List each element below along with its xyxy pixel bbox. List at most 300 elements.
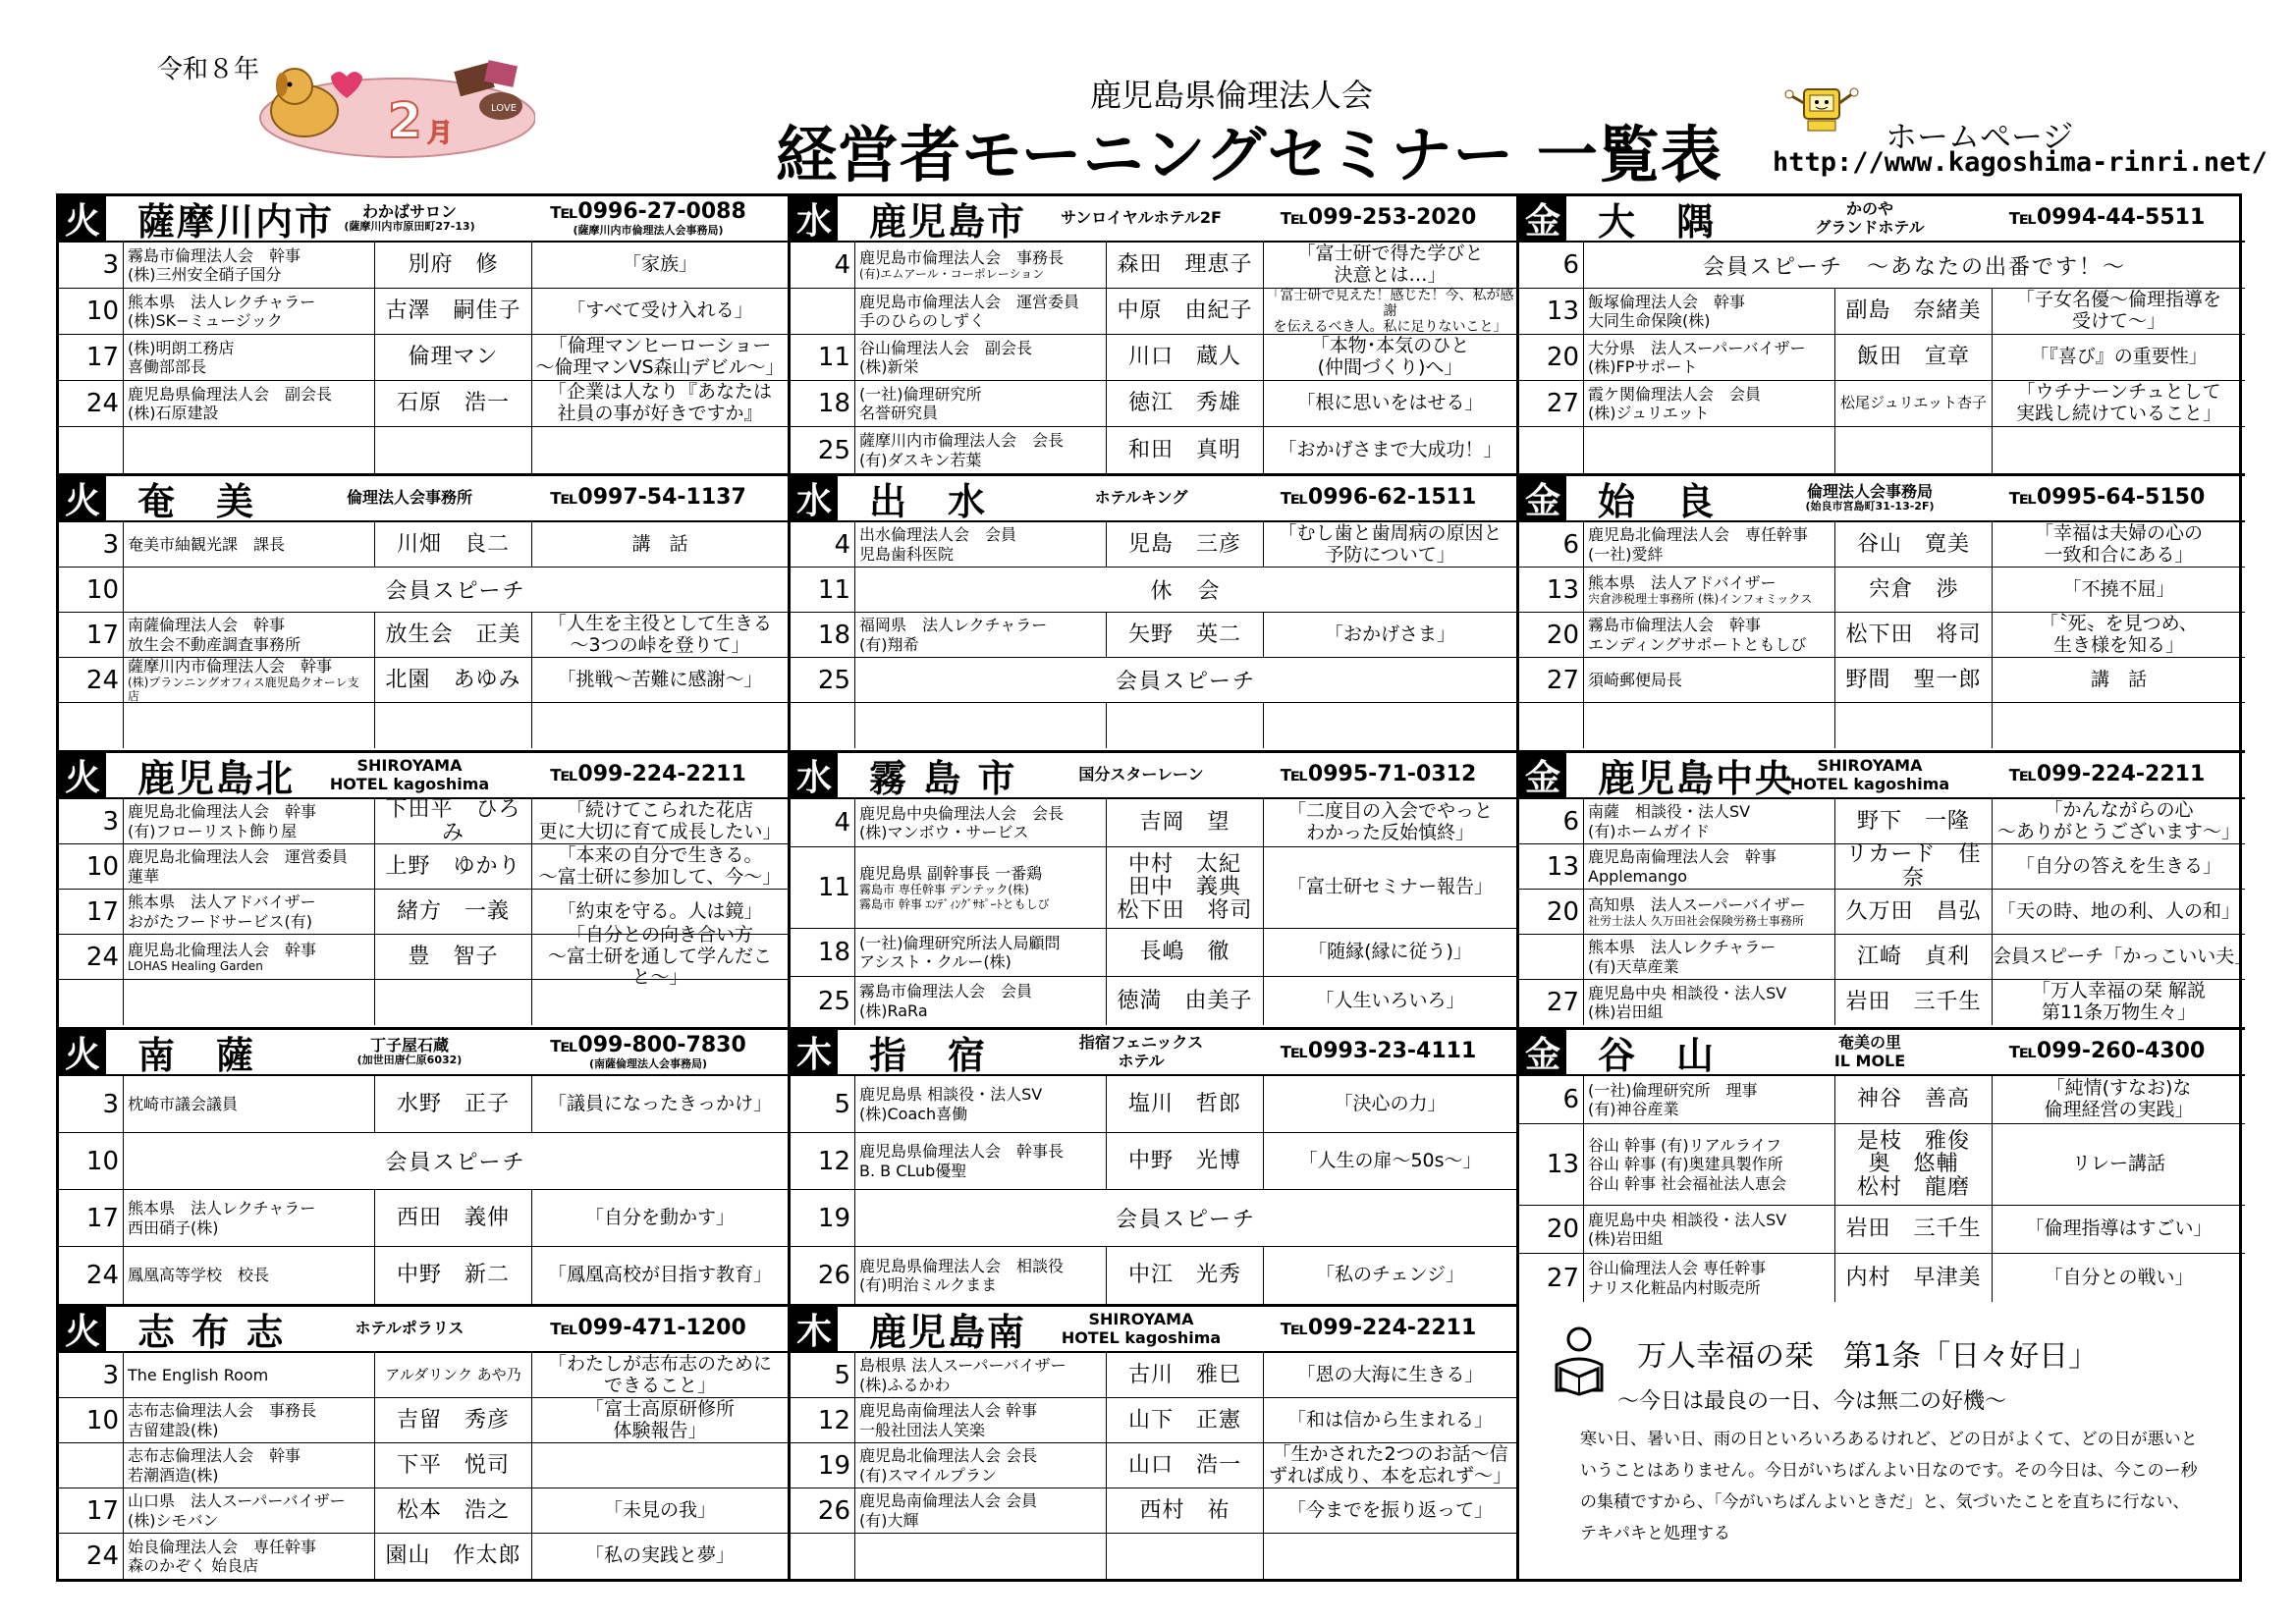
affiliation-line: 霞ケ関倫理法人会 会員: [1588, 384, 1762, 404]
venue-phone[interactable]: [1240, 1040, 1516, 1063]
topic-line: 「人生の扉〜50s〜」: [1298, 1149, 1482, 1171]
topic-line: 「生かされた2つのお話〜信: [1272, 1442, 1508, 1465]
affiliation-line: 大同生命保険(株): [1588, 311, 1711, 330]
topic-line: 「富士研で見えた！感じた！今、私が感謝: [1266, 287, 1514, 319]
speaker-affiliation: [124, 890, 375, 934]
speaker-name-line: 中野 光博: [1127, 1148, 1241, 1173]
speaker-name-line: 北園 あゆみ: [385, 667, 521, 692]
affiliation-line: 名誉研究員: [859, 404, 939, 422]
speaker-name-line: 江崎 貞利: [1856, 944, 1970, 969]
topic-line: 「自分との向き合い方: [566, 923, 753, 946]
speaker-name: [1835, 890, 1993, 934]
speaker-name-line: 中野 新二: [396, 1263, 510, 1288]
speaker-name-line: リカード 佳奈: [1845, 842, 1982, 891]
speaker-affiliation: [1584, 844, 1835, 889]
topic-line: 「富士研セミナー報告」: [1286, 876, 1493, 898]
schedule-row: [1519, 1124, 2245, 1206]
seminar-topic: [1264, 381, 1516, 426]
topic-line: 「富士高原研修所: [584, 1397, 735, 1420]
schedule-row: [1519, 613, 2245, 658]
topic-line: 「自分の答えを生きる」: [2015, 854, 2221, 877]
seminar-schedule-grid: [56, 193, 2254, 1582]
affiliation-line: (株)ふるかわ: [859, 1375, 951, 1394]
affiliation-line: 手のひらのしずく: [859, 311, 986, 330]
member-speech-label: 会員スピーチ: [1115, 670, 1257, 694]
affiliation-line: (有)神谷産業: [1588, 1100, 1679, 1118]
seminar-date: [1519, 703, 1584, 748]
affiliation-line: アシスト・クルー(株): [859, 952, 1011, 971]
topic-line: 「むし歯と歯周病の原因と: [1278, 521, 1503, 544]
venue-name: [310, 1037, 509, 1067]
affiliation-line: 谷山倫理法人会 専任幹事: [1588, 1259, 1767, 1278]
topic-line: 「倫理指導はすごい」: [2025, 1217, 2213, 1240]
speaker-name: [1107, 847, 1264, 928]
speaker-name-line: 矢野 英二: [1127, 622, 1241, 647]
affiliation-line: 薩摩川内市倫理法人会 会長: [859, 431, 1065, 451]
venue-phone[interactable]: [1969, 1040, 2245, 1063]
weekday-badge: 火: [59, 753, 106, 797]
venue-block: [791, 1304, 1516, 1581]
topic-line: 受けて〜」: [2071, 310, 2165, 332]
affiliation-line: 大分県 法人スーパーバイザー: [1588, 338, 1806, 357]
affiliation-line: 奄美市紬観光課 課長: [128, 534, 286, 554]
schedule-row: [1519, 522, 2245, 568]
quote-title: 万人幸福の栞 第1条「日々好日」: [1637, 1339, 2099, 1374]
speaker-name: [375, 980, 532, 1025]
schedule-row: [1519, 1206, 2245, 1254]
speaker-name-line: 飯田 宣章: [1856, 345, 1970, 370]
speaker-name: [1835, 1206, 1993, 1253]
speaker-affiliation: [124, 844, 375, 889]
affiliation-line: 霧島市 幹事 ｴﾝﾃﾞｨﾝｸﾞｻﾎﾟｰﾄともしび: [859, 896, 1050, 911]
schedule-row: [59, 1190, 788, 1247]
affiliation-line: (株)石原建設: [128, 404, 219, 422]
speaker-name: [375, 243, 532, 288]
affiliation-line: 鹿児島市倫理法人会 事務長: [859, 248, 1065, 268]
affiliation-line: 霧島市倫理法人会 会員: [859, 982, 1033, 1001]
topic-line: 「『喜び』の重要性」: [2030, 346, 2208, 368]
speaker-affiliation: [124, 799, 375, 843]
speaker-name: [375, 1488, 532, 1533]
topic-line: 「子女名優〜倫理指導を: [2015, 289, 2221, 311]
speaker-affiliation: [124, 1488, 375, 1533]
speaker-affiliation: [124, 703, 375, 748]
speaker-name: [1835, 703, 1993, 748]
seminar-topic: [532, 1534, 788, 1579]
schedule-row: [1519, 658, 2245, 703]
venue-name-main: 指宿フェニックス: [1078, 1033, 1204, 1053]
seminar-date: 24: [59, 1247, 124, 1304]
venue-phone-number: ℡099-260-4300: [2008, 1039, 2206, 1064]
venue-phone-number: ℡099-224-2211: [1280, 1316, 1477, 1341]
weekday-badge: 火: [59, 196, 106, 241]
venue-phone[interactable]: [1240, 1317, 1516, 1340]
seminar-topic: [1993, 844, 2245, 889]
seminar-date: 24: [59, 1534, 124, 1579]
seminar-date: 20: [1519, 613, 1584, 657]
affiliation-line: 鹿児島中央 相談役・法人SV: [1588, 983, 1787, 1002]
weekday-badge: 火: [59, 1030, 106, 1074]
speaker-name-line: 下田平 ひろみ: [385, 797, 521, 845]
venue-name-line2: HOTEL kagoshima: [1789, 774, 1950, 793]
venue-phone[interactable]: [509, 200, 788, 236]
schedule-column: [59, 196, 788, 1579]
seminar-date: [59, 980, 124, 1025]
speaker-name: [375, 890, 532, 934]
schedule-row: [1519, 799, 2245, 844]
venue-phone[interactable]: [1969, 763, 2245, 786]
speaker-name-line: 奥 悠輔: [1868, 1152, 1959, 1177]
venue-name-main: 倫理法人会事務局: [1806, 481, 1933, 501]
affiliation-line: 霧島市倫理法人会 幹事: [128, 245, 301, 265]
venue-phone[interactable]: [1240, 486, 1516, 510]
speaker-name: [1107, 1133, 1264, 1189]
venue-city: 薩摩川内市: [137, 200, 335, 243]
venue-address: (薩摩川内市原田町27-13): [344, 220, 475, 234]
schedule-row: [59, 1076, 788, 1133]
affiliation-line: 鹿児島中央倫理法人会 会長: [859, 803, 1065, 823]
seminar-topic: [532, 613, 788, 657]
schedule-row: [1519, 890, 2245, 935]
affiliation-line: (有)翔希: [859, 634, 919, 654]
affiliation-line: 鹿児島市倫理法人会 運営委員: [859, 292, 1080, 311]
speaker-affiliation: [855, 522, 1107, 567]
affiliation-line: (一社)倫理研究所法人局顧問: [859, 933, 1061, 952]
venue-block: [1519, 196, 2245, 473]
affiliation-line: 鹿児島県倫理法人会 副会長: [128, 384, 333, 404]
venue-name-main: サンロイヤルホテル2F: [1061, 208, 1222, 228]
venue-name: [1042, 1311, 1240, 1347]
speaker-name-line: 山下 正憲: [1127, 1407, 1241, 1433]
seminar-date: 25: [791, 427, 855, 473]
affiliation-line: 霧島市倫理法人会 幹事: [1588, 616, 1762, 635]
affiliation-line: LOHAS Healing Garden: [128, 958, 263, 973]
venue-name: [1042, 1034, 1240, 1070]
venue-name-main: 丁子屋石蔵: [369, 1035, 449, 1055]
topic-line: 「幸福は夫婦の心の: [2034, 521, 2203, 544]
affiliation-line: B. B CLub優聖: [859, 1161, 967, 1180]
weekday-badge: 火: [59, 1307, 106, 1351]
venue-city: 指 宿: [869, 1034, 988, 1077]
weekday-badge: 金: [1519, 196, 1566, 241]
speaker-name-line: 倫理マン: [408, 345, 499, 370]
venue-header: [59, 1307, 788, 1353]
speaker-name: [1835, 522, 1993, 567]
affiliation-line: (有)天草産業: [1588, 956, 1679, 976]
affiliation-line: 西田硝子(株): [128, 1217, 219, 1237]
venue-block: [59, 750, 788, 1027]
topic-line: 「企業は人なり『あなたは: [547, 381, 772, 404]
affiliation-line: 鹿児島北倫理法人会 会長: [859, 1446, 1038, 1466]
seminar-topic: [532, 844, 788, 889]
seminar-date: 10: [59, 1133, 124, 1189]
seminar-topic: [1993, 568, 2245, 612]
topic-line: 「倫理マンヒーローショー: [548, 335, 772, 357]
month-number: 2: [388, 92, 422, 149]
affiliation-line: 福岡県 法人レクチャラー: [859, 616, 1048, 635]
seminar-date: 6: [1519, 799, 1584, 843]
affiliation-line: Applemango: [1588, 866, 1688, 886]
seminar-date: 18: [791, 381, 855, 426]
seminar-date: 3: [59, 1353, 124, 1397]
speaker-affiliation: [124, 522, 375, 567]
topic-line: 講 話: [2090, 668, 2147, 690]
venue-phone[interactable]: [509, 486, 788, 510]
schedule-row: [59, 658, 788, 703]
seminar-topic: [1993, 703, 2245, 748]
seminar-date: 24: [59, 935, 124, 979]
seminar-date: 20: [1519, 890, 1584, 934]
affiliation-line: (有)フローリスト飾り屋: [128, 821, 298, 840]
speaker-name-line: 水野 正子: [396, 1091, 510, 1116]
seminar-topic: [1993, 1124, 2245, 1205]
organization-name: 鹿児島県倫理法人会: [1090, 77, 1374, 114]
topic-line: 「不撓不屈」: [2062, 577, 2175, 600]
speaker-affiliation: [1584, 427, 1835, 473]
schedule-row: [791, 1247, 1516, 1304]
affiliation-line: 始良倫理法人会 専任幹事: [128, 1537, 317, 1556]
schedule-row: [59, 799, 788, 844]
speaker-name-line: 別府 修: [408, 252, 499, 278]
weekday-badge: 木: [791, 1030, 838, 1074]
speaker-name-line: 岩田 三千生: [1845, 990, 1982, 1015]
speaker-affiliation: [1584, 890, 1835, 934]
schedule-row: [791, 847, 1516, 929]
affiliation-line: 鹿児島県倫理法人会 幹事長: [859, 1142, 1065, 1162]
affiliation-line: 南薩倫理法人会 幹事: [128, 616, 286, 635]
venue-block: [59, 1027, 788, 1304]
seminar-topic: [1264, 929, 1516, 976]
speaker-name: [1107, 929, 1264, 976]
venue-phone-number: ℡099-253-2020: [1280, 205, 1477, 231]
affiliation-line: (有)スマイルプラン: [859, 1465, 997, 1485]
schedule-row: [59, 568, 788, 613]
speaker-name: [375, 1398, 532, 1442]
affiliation-line: 熊本県 法人レクチャラー: [1588, 938, 1777, 957]
speaker-affiliation: [1584, 568, 1835, 612]
affiliation-line: (株)岩田組: [1588, 1229, 1664, 1248]
venue-phone-note: (薩摩川内市倫理法人会事務局): [573, 223, 724, 237]
venue-name-main: ホテルキング: [1094, 488, 1188, 508]
seminar-date: 3: [59, 243, 124, 288]
venue-name: [1771, 757, 1969, 793]
speaker-affiliation: [1584, 335, 1835, 380]
seminar-date: 3: [59, 799, 124, 843]
love-label: LOVE: [491, 103, 518, 114]
topic-line: 講 話: [631, 532, 688, 555]
seminar-date: 27: [1519, 1254, 1584, 1302]
schedule-row: [59, 1398, 788, 1443]
venue-header: [791, 1030, 1516, 1076]
venue-phone[interactable]: [509, 1317, 788, 1340]
venue-name-main: SHIROYAMA: [1088, 1310, 1194, 1329]
venue-phone[interactable]: [1969, 206, 2245, 230]
speaker-name: [1835, 799, 1993, 843]
affiliation-line: 島根県 法人スーパーバイザー: [859, 1356, 1066, 1376]
speaker-name: [1107, 1247, 1264, 1304]
speaker-affiliation: [124, 613, 375, 657]
speaker-name: [1835, 613, 1993, 657]
member-speech-label: 会員スピーチ: [385, 579, 526, 604]
homepage-link[interactable]: http://www.kagoshima-rinri.net/: [1773, 147, 2268, 178]
seminar-topic: [532, 335, 788, 380]
seminar-date: 13: [1519, 844, 1584, 889]
seminar-date: 6: [1519, 1076, 1584, 1123]
affiliation-line: 谷山 幹事 (有)リアルライフ: [1588, 1136, 1782, 1156]
seminar-date: 5: [791, 1353, 855, 1397]
speaker-name: [1107, 1076, 1264, 1132]
speaker-name-line: 副島 奈緒美: [1845, 298, 1982, 324]
speaker-name: [1107, 1398, 1264, 1442]
seminar-topic: [1993, 658, 2245, 702]
speaker-name: [375, 703, 532, 748]
speaker-name-line: 森田 理恵子: [1117, 252, 1253, 278]
speaker-affiliation: [1584, 613, 1835, 657]
seminar-date: 6: [1519, 243, 1584, 288]
affiliation-line: 霧島市 専任幹事 デンテック(株): [859, 883, 1029, 897]
venue-phone[interactable]: [1969, 486, 2245, 510]
venue-city: 鹿児島北: [137, 757, 296, 800]
venue-phone[interactable]: [1240, 206, 1516, 230]
topic-line: 「挑戦〜苦難に感謝〜」: [557, 668, 763, 690]
seminar-date: 17: [59, 1488, 124, 1533]
schedule-row: [1519, 568, 2245, 613]
seminar-topic: [1264, 799, 1516, 846]
seminar-topic: [1993, 335, 2245, 380]
topic-line: 「本物･本気のひと: [1310, 335, 1470, 357]
venue-header: [1519, 753, 2245, 799]
venue-address: (始良市宮島町31-13-2F): [1805, 500, 1935, 514]
topic-line: 実践し続けていること」: [2015, 403, 2221, 424]
affiliation-line: 喜働部部長: [128, 357, 207, 376]
speaker-name-line: 松本 浩之: [396, 1497, 510, 1523]
affiliation-line: 鹿児島県 副幹事長 一番鶏: [859, 864, 1043, 884]
speaker-name-line: 松尾ジュリエット杏子: [1839, 394, 1988, 412]
seminar-date: 24: [59, 658, 124, 702]
venue-name: [310, 203, 509, 234]
speaker-affiliation: [1584, 289, 1835, 334]
topic-line: 倫理経営の実践」: [2044, 1099, 2194, 1120]
speaker-name: [1107, 289, 1264, 334]
seminar-date: 17: [59, 1190, 124, 1246]
affiliation-line: (株)RaRa: [859, 1001, 928, 1020]
venue-name-main: 奄美の里: [1837, 1033, 1901, 1053]
topic-line: 〜3つの峠を登りて」: [570, 633, 750, 656]
affiliation-line: (株)マンボウ・サービス: [859, 823, 1029, 841]
seminar-date: 13: [1519, 289, 1584, 334]
venue-block: [59, 196, 788, 473]
venue-block: [1519, 473, 2245, 750]
affiliation-line: 森のかぞく 始良店: [128, 1556, 259, 1575]
speaker-name: [1835, 1124, 1993, 1205]
venue-name: [1042, 489, 1240, 507]
seminar-date: 4: [791, 522, 855, 567]
venue-city: 奄 美: [137, 480, 256, 523]
venue-block: [791, 1027, 1516, 1304]
affiliation-line: 鹿児島県 相談役・法人SV: [859, 1085, 1043, 1105]
seminar-date: 18: [791, 929, 855, 976]
speaker-name-line: 川畑 良二: [396, 531, 510, 557]
schedule-row: [59, 1488, 788, 1534]
venue-name-main: SHIROYAMA: [356, 756, 463, 776]
speaker-affiliation: [124, 1076, 375, 1132]
weekday-badge: 金: [1519, 753, 1566, 797]
venue-name: [1771, 200, 1969, 237]
speaker-affiliation: [855, 243, 1107, 288]
schedule-row: [791, 522, 1516, 568]
topic-line: 〜倫理マンVS森山デビル〜」: [535, 356, 785, 378]
speaker-name-line: 野下 一隆: [1856, 808, 1970, 834]
topic-line: を伝えるべき人。私に足りないこと」: [1273, 319, 1507, 336]
seminar-topic: [532, 1247, 788, 1304]
venue-name-line2: ホテル: [1118, 1051, 1165, 1070]
era-label: 令和８年: [157, 55, 260, 84]
seminar-topic: [1264, 847, 1516, 928]
venue-phone[interactable]: [509, 763, 788, 786]
venue-name-line2: グランドホテル: [1815, 217, 1925, 237]
affiliation-line: 鹿児島南倫理法人会 会員: [859, 1491, 1038, 1511]
speaker-name-line: 松下田 将司: [1117, 897, 1253, 923]
seminar-date: [791, 289, 855, 334]
venue-phone[interactable]: [509, 1034, 788, 1069]
seminar-topic: [1993, 522, 2245, 567]
schedule-row: [791, 427, 1516, 473]
speaker-affiliation: [1584, 658, 1835, 702]
venue-block: [1519, 1027, 2245, 1304]
speaker-name-line: 石原 浩一: [396, 391, 510, 416]
schedule-row: [791, 977, 1516, 1025]
seminar-topic: [1993, 381, 2245, 426]
venue-header: [791, 476, 1516, 522]
seminar-topic: [1993, 1076, 2245, 1123]
speaker-name: [375, 658, 532, 702]
affiliation-line: (株)プランニングオフィス鹿児島クオーレ支店: [128, 675, 359, 704]
venue-phone[interactable]: [1240, 763, 1516, 786]
speaker-name: [1107, 799, 1264, 846]
venue-phone-number: ℡099-471-1200: [550, 1316, 746, 1341]
schedule-row: [59, 1353, 788, 1398]
topic-line: 更に大切に育て成長したい」: [538, 820, 782, 842]
affiliation-line: (株)FPサポート: [1588, 357, 1698, 376]
affiliation-line: 蓮華: [128, 866, 160, 886]
venue-name-main: かのや: [1845, 199, 1893, 219]
weekday-badge: 水: [791, 753, 838, 797]
speaker-affiliation: [855, 847, 1107, 928]
seminar-topic: [1264, 335, 1516, 380]
affiliation-line: 放生会不動産調査事務所: [128, 634, 301, 654]
seminar-date: 20: [1519, 1206, 1584, 1253]
topic-line: 予防について」: [1325, 543, 1455, 566]
venue-name-main: わかばサロン: [361, 201, 457, 221]
venue-name-main: ホテルポラリス: [355, 1319, 465, 1338]
schedule-row: [59, 427, 788, 473]
weekday-badge: 火: [59, 476, 106, 520]
speaker-name: [1107, 1488, 1264, 1533]
speaker-name: [375, 1353, 532, 1397]
topic-line: 「私のチェンジ」: [1316, 1264, 1464, 1286]
speaker-name-line: 松村 龍磨: [1856, 1174, 1970, 1200]
speaker-affiliation: [855, 799, 1107, 846]
speaker-name: [1835, 381, 1993, 426]
speaker-affiliation: [855, 1534, 1107, 1579]
speaker-name-line: 野間 聖一郎: [1845, 667, 1982, 692]
topic-line: 一致和合にある」: [2044, 543, 2194, 566]
venue-phone-number: ℡0997-54-1137: [550, 485, 746, 511]
affiliation-line: 志布志倫理法人会 事務長: [128, 1401, 317, 1421]
speaker-name: [375, 289, 532, 334]
seminar-date: 10: [59, 1398, 124, 1442]
topic-line: 「決心の力」: [1334, 1092, 1447, 1114]
